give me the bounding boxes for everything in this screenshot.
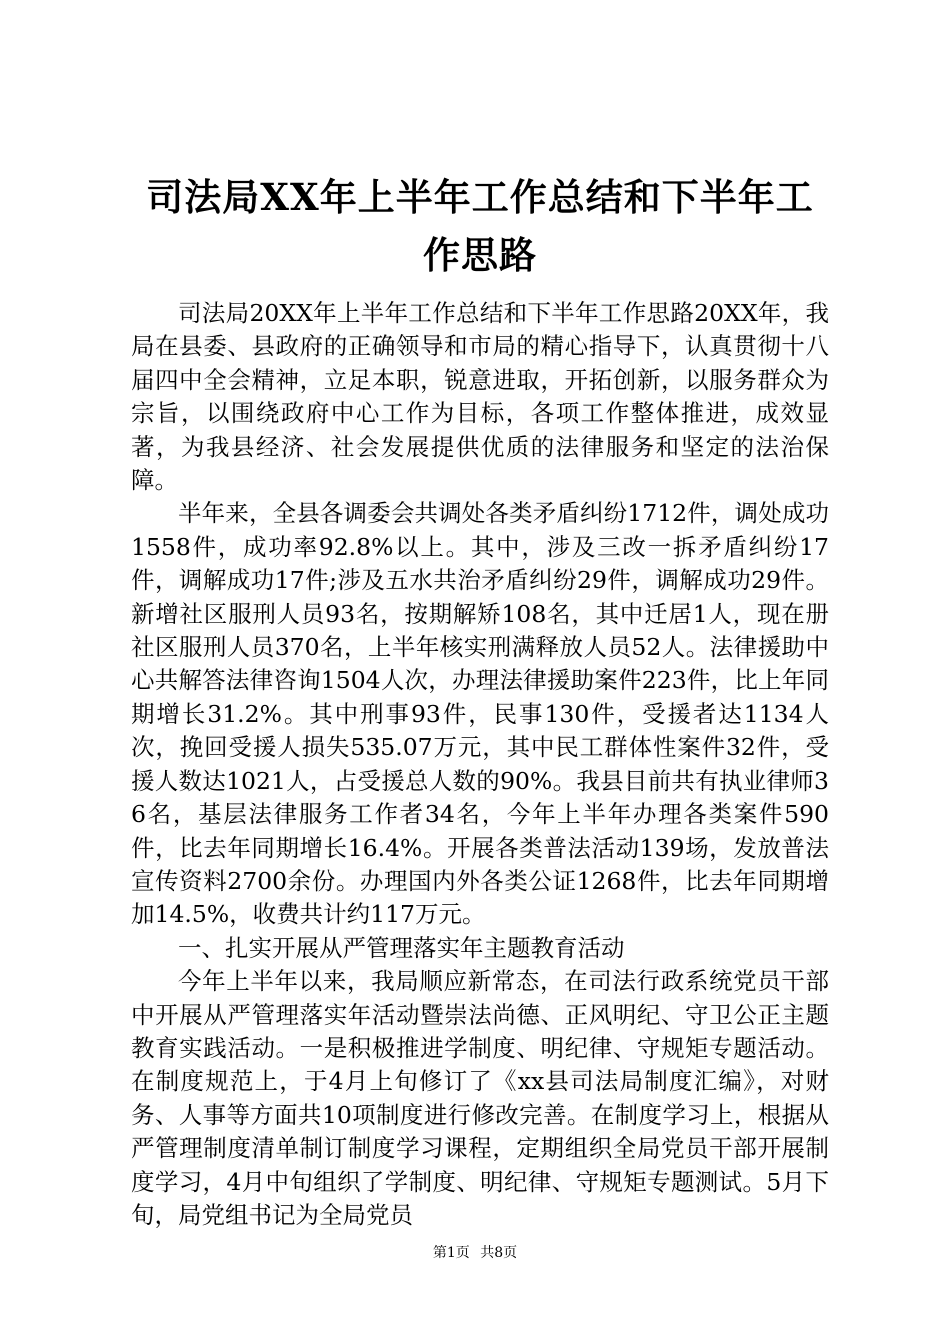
section-heading-1: 一、扎实开展从严管理落实年主题教育活动 — [178, 933, 625, 962]
page-footer — [0, 1244, 950, 1262]
document-body — [131, 297, 829, 1232]
document-title: 司法局XX年上半年工作总结和下半年工作思路 — [146, 175, 814, 277]
paragraph-intro: 司法局20XX年上半年工作总结和下半年工作思路20XX年，我局在县委、县政府的正确领导和市局的精心指导下，认真贯彻十八届四中全会精神，立足本职，锐意进取，开拓创新，以服务群众为宗旨，以围绕政府中心工作为目标，各项工作整体推进，成效显著，为我县经济、社会发展提供优质的法律服务和坚定的法治保障。 — [131, 299, 829, 495]
page-number: 第1页 — [432, 1245, 470, 1261]
paragraph-statistics: 半年来，全县各调委会共调处各类矛盾纠纷1712件，调处成功1558件，成功率92.8%以上。其中，涉及三改一拆矛盾纠纷17件，调解成功17件;涉及五水共治矛盾纠纷29件，调解成功29件。新增社区服刑人员93名，按期解矫108名，其中迁居1人，现在册社区服刑人员370名，上半年核实刑满释放人员52人。法律援助中心共解答法律咨询1504人次，办理法律援助案件223件，比上年同期增长31.2%。其中刑事93件，民事130件，受援者达1134人次，挽回受援人损失535.07万元，其中民工群体性案件32件，受援人数达1021人，占受援总人数的90%。我县目前共有执业律师36名，基层法律服务工作者34名，今年上半年办理各类案件590件，比去年同期增长16.4%。开展各类普法活动139场，发放普法宣传资料2700余份。办理国内外各类公证1268件，比去年同期增加14.5%，收费共计约117万元。 — [131, 499, 829, 929]
paragraph-section-1: 今年上半年以来，我局顺应新常态，在司法行政系统党员干部中开展从严管理落实年活动暨崇法尚德、正风明纪、守卫公正主题教育实践活动。一是积极推进学制度、明纪律、守规矩专题活动。在制度规范上，于4月上旬修订了《xx县司法局制度汇编》，对财务、人事等方面共10项制度进行修改完善。在制度学习上，根据从严管理制度清单制订制度学习课程，定期组织全局党员干部开展制度学习，4月中旬组织了学制度、明纪律、守规矩专题测试。5月下旬，局党组书记为全局党员 — [131, 967, 829, 1229]
page-total: 共8页 — [480, 1245, 518, 1261]
